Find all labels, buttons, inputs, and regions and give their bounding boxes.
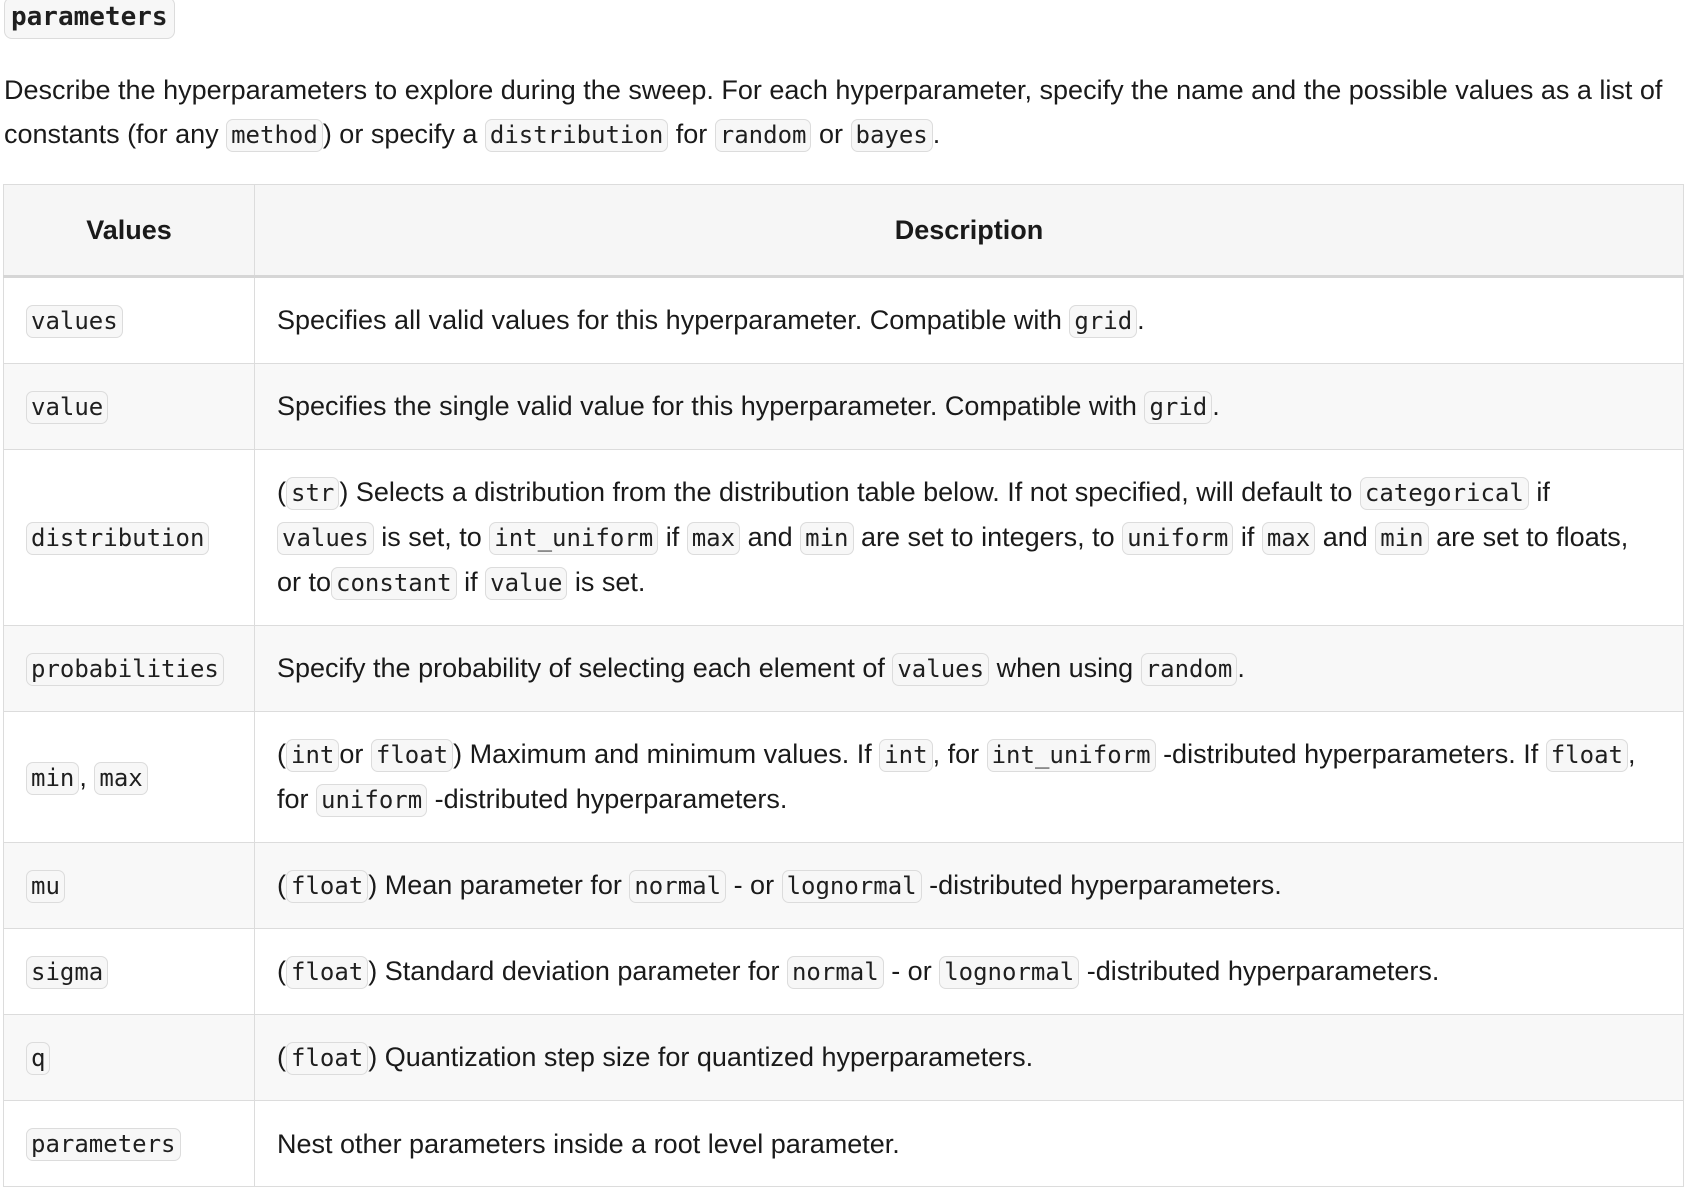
- inline-code: float: [1546, 739, 1628, 772]
- value-cell: min , max: [4, 712, 255, 843]
- value-cell: [4, 843, 255, 929]
- inline-code: min: [800, 522, 853, 555]
- inline-code: value: [485, 567, 567, 600]
- key-code: values: [26, 305, 123, 338]
- inline-code: normal: [629, 870, 726, 903]
- intro-text: .: [932, 119, 941, 149]
- inline-code: int_uniform: [987, 739, 1156, 772]
- header-values: Values: [4, 185, 255, 277]
- intro-text: for: [668, 119, 715, 149]
- description-cell: ( float ) Quantization step size for quantized hyperparameters.: [255, 1015, 1684, 1101]
- inline-code: values: [892, 653, 989, 686]
- inline-code: uniform: [1122, 522, 1233, 555]
- inline-code: constant: [331, 567, 457, 600]
- heading-code: parameters: [4, 0, 175, 39]
- description-cell: Specify the probability of selecting each element of values when using random .: [255, 626, 1684, 712]
- inline-code: min: [1375, 522, 1428, 555]
- value-cell: [4, 1101, 255, 1187]
- table-row: [4, 1101, 1684, 1187]
- inline-code: method: [226, 119, 323, 152]
- intro-paragraph: [4, 68, 1674, 157]
- inline-code: float: [286, 1042, 368, 1075]
- key-code: q: [26, 1042, 50, 1075]
- inline-code: int: [286, 739, 339, 772]
- table-row: [4, 364, 1684, 450]
- key-code: sigma: [26, 956, 108, 989]
- value-cell: [4, 450, 255, 626]
- intro-text: or: [811, 119, 851, 149]
- value-cell: [4, 929, 255, 1015]
- description-cell: Specifies all valid values for this hyperparameter. Compatible with grid .: [255, 277, 1684, 364]
- inline-code: max: [687, 522, 740, 555]
- key-code: parameters: [26, 1128, 181, 1161]
- inline-code: categorical: [1360, 477, 1529, 510]
- inline-code: grid: [1069, 305, 1137, 338]
- inline-code: grid: [1144, 391, 1212, 424]
- description-cell: Nest other parameters inside a root level parameter.: [255, 1101, 1684, 1187]
- inline-code: random: [715, 119, 812, 152]
- inline-code: random: [1141, 653, 1238, 686]
- inline-code: float: [286, 870, 368, 903]
- parameters-table: [3, 184, 1684, 1187]
- key-code: max: [94, 762, 147, 795]
- inline-code: float: [286, 956, 368, 989]
- intro-text: Describe the hyperparameters to explore during the sweep. For each hyperparameter, specify the name and the possible values as a list of constants (for any: [4, 75, 1663, 149]
- description-cell: Specifies the single valid value for this hyperparameter. Compatible with grid .: [255, 364, 1684, 450]
- inline-code: max: [1262, 522, 1315, 555]
- inline-code: int_uniform: [489, 522, 658, 555]
- inline-code: values: [277, 522, 374, 555]
- description-cell: ( int or float ) Maximum and minimum values. If int , for int_uniform -distributed hyperparameters. If float , for uniform -distributed hyperparameters.: [255, 712, 1684, 843]
- inline-code: float: [371, 739, 453, 772]
- table-row: [4, 929, 1684, 1015]
- key-code: probabilities: [26, 653, 224, 686]
- inline-code: lognormal: [939, 956, 1079, 989]
- section-heading: [4, 2, 175, 32]
- header-description: Description: [255, 185, 1684, 277]
- key-code: distribution: [26, 522, 209, 555]
- key-code: value: [26, 391, 108, 424]
- inline-code: int: [879, 739, 932, 772]
- value-cell: [4, 626, 255, 712]
- table-row: [4, 277, 1684, 364]
- description-cell: ( float ) Mean parameter for normal - or lognormal -distributed hyperparameters.: [255, 843, 1684, 929]
- value-cell: [4, 277, 255, 364]
- table-row: [4, 843, 1684, 929]
- description-cell: ( float ) Standard deviation parameter for normal - or lognormal -distributed hyperparameters.: [255, 929, 1684, 1015]
- inline-code: lognormal: [782, 870, 922, 903]
- table-row: [4, 1015, 1684, 1101]
- table-row: [4, 450, 1684, 626]
- description-cell: ( str ) Selects a distribution from the distribution table below. If not specified, will default to categorical if values is set, to int_uniform if max and min are set to integers, to uniform if max and min are set to floats, or to constant if value is set.: [255, 450, 1684, 626]
- table-row: [4, 626, 1684, 712]
- inline-code: distribution: [485, 119, 668, 152]
- inline-code: str: [286, 477, 339, 510]
- intro-text: ) or specify a: [322, 119, 485, 149]
- value-cell: [4, 1015, 255, 1101]
- inline-code: bayes: [851, 119, 933, 152]
- inline-code: uniform: [316, 784, 427, 817]
- value-cell: [4, 364, 255, 450]
- key-code: mu: [26, 870, 65, 903]
- table-row: [4, 712, 1684, 843]
- table-header-row: [4, 185, 1684, 277]
- key-code: min: [26, 762, 79, 795]
- inline-code: normal: [787, 956, 884, 989]
